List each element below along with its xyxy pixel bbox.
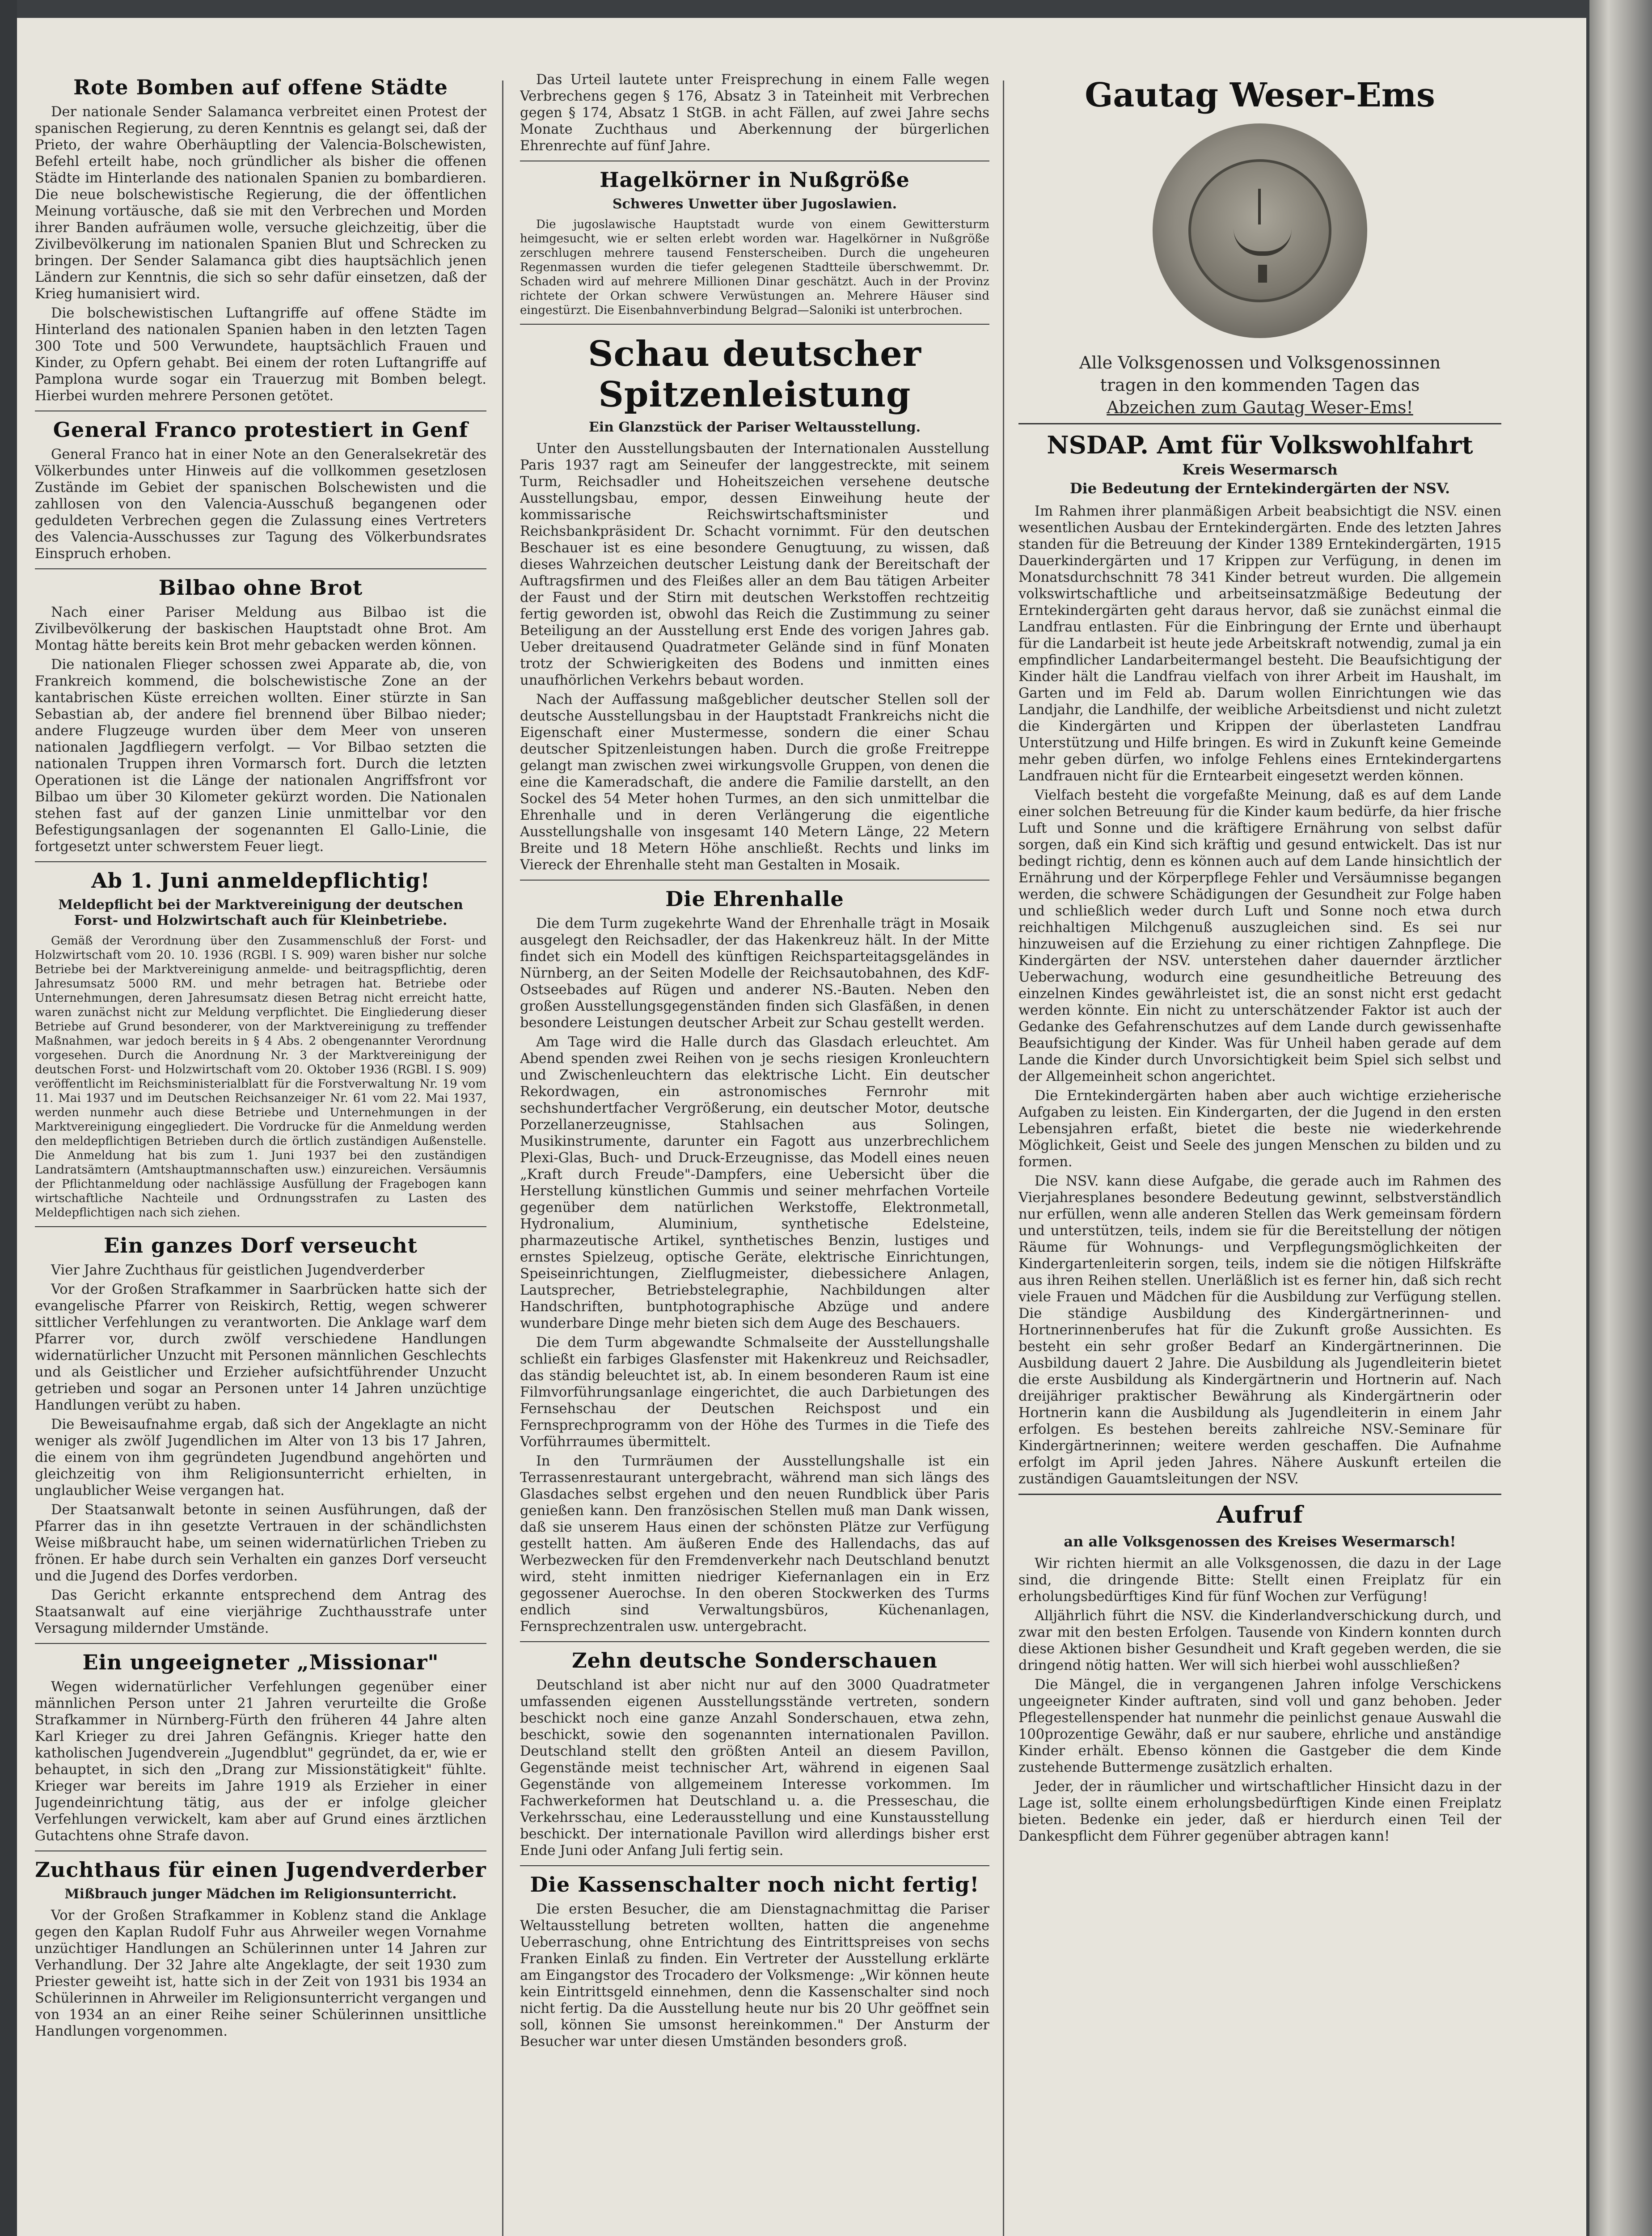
column-divider	[1003, 80, 1004, 2236]
paragraph: Nach einer Pariser Meldung aus Bilbao ist die Zivilbevölkerung der baskischen Hauptstadt ohne Brot. Am Montag hätte bereits kein Brot mehr gebacken werden können.	[35, 605, 486, 653]
column-left	[35, 72, 486, 2236]
paragraph: Die bolschewistischen Luftangriffe auf offene Städte im Hinterland des nationalen Spanien haben in den letzten Tagen 300 Tote und 500 Verwundete, hauptsächlich Frauen und Kinder, zu Opfern gehabt. Bei einem der roten Luftangriffe auf Pamplona wurde sogar ein Trauerzug mit Bomben belegt. Hierbei wurden mehrere Personen getötet.	[35, 305, 486, 404]
article-headline: General Franco protestiert in Genf	[53, 418, 469, 442]
paragraph: Wir richten hiermit an alle Volksgenossen, die dazu in der Lage sind, die dringende Bitte: Stellt einen Freiplatz für ein erholungsbedürftiges Kind für fünf Wochen zur Verfügung!	[1018, 1556, 1501, 1605]
paragraph: General Franco hat in einer Note an den Generalsekretär des Völkerbundes unter Hinweis auf die vollkommen gesetzlosen Zustände im Gebiet der spanischen Bolschewisten und die zahllosen von den Valencia-Ausschuß begangenen oder geduldeten Verbrechen gegen die Zulassung eines Vertreters des Valencia-Ausschusses zur Tagung des Völkerbundsrates Einspruch erhoben.	[35, 447, 486, 562]
paragraph: Alljährlich führt die NSV. die Kinderlandverschickung durch, und zwar mit den besten Erfolgen. Tausende von Kindern konnten durch diese Aktionen bisher Gesundheit und Kraft gegeben werden, die sie dringend nötig hatten. Wer will sich hierbei wohl ausschließen?	[1018, 1608, 1501, 1673]
article-rule	[520, 1641, 989, 1642]
paragraph: Gemäß der Verordnung über den Zusammenschluß der Forst- und Holzwirtschaft vom 20. 10. 1936 (RGBl. I S. 909) waren bisher nur solche Betriebe bei der Marktvereinigung anmelde- und beitragspflichtig, deren Jahresumsatz 5000 RM. und mehr betragen hat. Betriebe oder Unternehmungen, deren Jahresumsatz diesen Betrag nicht erreicht hatte, waren zunächst nicht zur Meldung verpflichtet. Die Eingliederung dieser Betriebe auf Grund besonderer, von der Marktvereinigung zu treffender Maßnahmen, war jedoch bereits in § 4 Abs. 2 obengenannter Verordnung vorgesehen. Durch die Anordnung Nr. 3 der Marktvereinigung der deutschen Forst- und Holzwirtschaft vom 20. Oktober 1936 (RGBl. I S. 909) veröffentlicht im Reichsministerialblatt für die Forstverwaltung Nr. 19 vom 11. Mai 1937 und im Deutschen Reichsanzeiger Nr. 61 vom 22. Mai 1937, werden nunmehr auch diese Betriebe und Unternehmungen in der Marktvereinigung eingegliedert. Die Vordrucke für die Anmeldung werden den meldepflichtigen Betrieben durch die örtlich zuständigen Außenstelle. Die Anmeldung hat bis zum 1. Juni 1937 bei den zuständigen Landratsämtern (Amtshauptmannschaften usw.) einzureichen. Versäumnis der Pflichtanmeldung oder nachlässige Ausfüllung der Fragebogen kann wirtschaftliche Nachteile und Ordnungsstrafen zu Lasten des Meldepflichtigen nach sich ziehen.	[35, 934, 486, 1220]
article-headline: Zuchthaus für einen Jugendverderber	[35, 1858, 486, 1882]
paragraph: Jeder, der in räumlicher und wirtschaftlicher Hinsicht dazu in der Lage ist, sollte einem erholungsbedürftigen Kinde einen Freiplatz bieten. Bedenke ein jeder, daß er hierdurch einen Teil der Dankespflicht dem Führer gegenüber abtragen kann!	[1018, 1779, 1501, 1844]
article-headline: Zehn deutsche Sonderschauen	[572, 1648, 938, 1673]
caption-line: Abzeichen zum Gautag Weser-Ems!	[1107, 398, 1413, 417]
badge-inner	[1188, 159, 1331, 302]
paragraph: Wegen widernatürlicher Verfehlungen gegenüber einer männlichen Person unter 21 Jahren verurteilte die Große Strafkammer in Nürnberg-Fürth den früheren 44 Jahre alten Karl Krieger zu drei Jahren Gefängnis. Krieger hatte den katholischen Jugendverein „Jugendblut" gegründet, da er, wie er behauptet, in sich den „Drang zur Missionstätigkeit" fühlte. Krieger war bereits im Jahre 1919 als Erzieher in einer Jugendeinrichtung tätig, aus der er infolge gleicher Verfehlungen verwickelt, kam aber auf Grund eines ärztlichen Gutachtens ohne Strafe davon.	[35, 1679, 486, 1844]
paragraph: Die Mängel, die in vergangenen Jahren infolge Verschickens ungeeigneter Kinder auftraten, sind voll und ganz behoben. Jeder Pflegestellenspender hat nunmehr die peinlichst genaue Auswahl die 100prozentige Gewähr, daß er nur saubere, ehrliche und anständige Kinder erhält. Ebenso können die Gastgeber die dem Kinde zustehende Buttermenge zusätzlich erhalten.	[1018, 1677, 1501, 1775]
paragraph: In den Turmräumen der Ausstellungshalle ist ein Terrassenrestaurant untergebracht, während man sich längs des Glasdaches selbst ergehen und den neuen Rundblick über Paris genießen kann. Den französischen Stellen muß man Dank wissen, daß sie unserem Haus einen der schönsten Plätze zur Verfügung gestellt hatten. Am äußeren Ende des Hallendachs, das auf Werbezwecken für den Fremdenverkehr nach Deutschland benutzt wird, steht inmitten niedriger Kiefernanlagen ein in Erz gegossener Auerochse. In den oberen Stockwerken des Turms endlich sind Verwaltungsbüros, Küchenanlagen, Fernsprechzentralen usw. untergebracht.	[520, 1453, 989, 1635]
nsv-title: NSDAP. Amt für Volkswohlfahrt	[1047, 431, 1473, 459]
article-subheadline: Meldepflicht bei der Marktvereinigung der deutschen Forst- und Holzwirtschaft auch für Kleinbetriebe.	[58, 897, 463, 928]
paragraph: Die Erntekindergärten haben aber auch wichtige erzieherische Aufgaben zu leisten. Ein Kindergarten, der die Jugend in den ersten Lebensjahren erfaßt, bietet die beste nie wiederkehrende Möglichkeit, Geist und Seele des jungen Menschen zu bilden und zu formen.	[1018, 1088, 1501, 1170]
paragraph: Deutschland ist aber nicht nur auf den 3000 Quadratmeter umfassenden eigenen Ausstellungsstände vertreten, sondern beschickt noch eine ganze Anzahl Sonderschauen, etwa zehn, beschickt, sowie den sogenannten internationalen Pavillon. Deutschland stellt den größten Anteil an diesem Pavillon, Gegenstände meist technischer Art, während in eigenen Saal Gegenstände von allgemeinem Interesse vorkommen. Im Fachwerkeformen hat Deutschland u. a. die Presseschau, die Verkehrsschau, eine Lederausstellung und eine Kunstausstellung beschickt. Der internationale Pavillon wird allerdings bisher erst Ende Juni oder Anfang Juli fertig sein.	[520, 1677, 989, 1859]
gautag-title: Gautag Weser-Ems	[1085, 76, 1435, 114]
column-divider	[502, 80, 503, 2236]
article-rule	[520, 880, 989, 881]
paragraph: Das Urteil lautete unter Freisprechung in einem Falle wegen Verbrechens gegen § 176, Absatz 3 in Tateinheit mit Verbrechen gegen § 174, Absatz 1 StGB. in acht Fällen, auf zwei Jahre sechs Monate Zuchthaus und Aberkennung der bürgerlichen Ehrenrechte auf fünf Jahre.	[520, 72, 989, 154]
article-headline: Schau deutscher Spitzenleistung	[588, 334, 921, 415]
paragraph: Die dem Turm zugekehrte Wand der Ehrenhalle trägt in Mosaik ausgelegt den Reichsadler, der das Hakenkreuz hält. In der Mitte findet sich ein Modell des künftigen Reichsparteitagsgeländes in Nürnberg, an der Seiten Modelle der Reichsautobahnen, des KdF-Ostseebades auf Rügen und anderer NS.-Bauten. Neben den großen Ausstellungsgegenständen finden sich Glasfäßen, in denen besondere Leistungen deutscher Arbeit zur Schau gestellt werden.	[520, 916, 989, 1031]
paragraph: Die dem Turm abgewandte Schmalseite der Ausstellungshalle schließt ein farbiges Glasfenster mit Hakenkreuz und Reichsadler, das ständig beleuchtet ist, ab. In einem besonderen Raum ist eine Filmvorführungsanlage eingerichtet, die auch Darbietungen des Fernsehschau der Deutschen Reichspost und ein Fernsprechprogramm von der Höhe des Turmes in die Tiefe des Vorführraumes übermittelt.	[520, 1335, 989, 1450]
caption-line: Alle Volksgenossen und Volksgenossinnen	[1079, 353, 1441, 373]
article-headline: Ein ungeeigneter „Missionar"	[82, 1650, 439, 1674]
emblem-icon	[1245, 260, 1280, 287]
section-rule	[1018, 1494, 1501, 1495]
appeal-title: Aufruf	[1216, 1501, 1304, 1529]
appeal-subtitle: an alle Volksgenossen des Kreises Wesermarsch!	[1064, 1533, 1456, 1550]
paragraph: Der Staatsanwalt betonte in seinen Ausführungen, daß der Pfarrer das in ihn gesetzte Vertrauen in der schändlichsten Weise mißbraucht habe, um seinen widernatürlichen Trieben zu frönen. Er habe durch sein Verhalten ein ganzes Dorf verseucht und die Jugend des Dorfes verdorben.	[35, 1502, 486, 1584]
column-middle	[520, 72, 989, 2236]
article-rule	[35, 1226, 486, 1227]
article-subheadline: Schweres Unwetter über Jugoslawien.	[612, 196, 897, 212]
gautag-badge-image	[1153, 123, 1367, 338]
paragraph: Vier Jahre Zuchthaus für geistlichen Jugendverderber	[51, 1262, 425, 1278]
article-subheadline: Mißbrauch junger Mädchen im Religionsunterricht.	[64, 1886, 457, 1902]
scan-left-edge	[0, 0, 17, 2236]
article-headline: Ab 1. Juni anmeldepflichtig!	[91, 868, 430, 893]
article-headline: Rote Bomben auf offene Städte	[73, 75, 448, 99]
paragraph: Die nationalen Flieger schossen zwei Apparate ab, die, von Frankreich kommend, die bolschewistische Zone an der kantabrischen Küste erreichen wollten. Einer stürzte in San Sebastian ab, der andere fiel brennend über Bilbao nieder; andere Flugzeuge wurden über dem Meer von unseren nationalen Jagdfliegern verfolgt. — Vor Bilbao setzten die nationalen Truppen ihren Vormarsch fort. Durch die letzten Operationen ist die Länge der nationalen Angriffsfront vor Bilbao um über 30 Kilometer gekürzt worden. Die Nationalen stehen fast auf der ganzen Linie unmittelbar vor den Befestigungsanlagen der sogenannten El Gallo-Linie, die fortgesetzt unter schwerstem Feuer liegt.	[35, 657, 486, 855]
nsv-district: Kreis Wesermarsch	[1182, 461, 1338, 478]
paragraph: Die Beweisaufnahme ergab, daß sich der Angeklagte an nicht weniger als zwölf Jugendlichen im Alter von 13 bis 17 Jahren, die einem von ihm gegründeten Jugendbund angehörten und gleichzeitig von ihm Religionsunterricht erhielten, in unglaublicher Weise vergangen hat.	[35, 1417, 486, 1499]
paragraph: Vor der Großen Strafkammer in Saarbrücken hatte sich der evangelische Pfarrer von Reiskirch, Rettig, wegen schwerer sittlicher Verfehlungen zu verantworten. Die Anklage warf dem Pfarrer vor, durch zwölf verschiedene Handlungen widernatürlicher Unzucht mit Personen männlichen Geschlechts und als Geistlicher und Erzieher aufsichtführender Unzucht getrieben und sogar an Personen unter 14 Jahren unzüchtige Handlungen verübt zu haben.	[35, 1282, 486, 1413]
paragraph: Im Rahmen ihrer planmäßigen Arbeit beabsichtigt die NSV. einen wesentlichen Ausbau der Erntekindergärten. Ende des letzten Jahres standen für die Betreuung der Kinder 1389 Erntekindergärten, 1915 Dauerkindergärten und 17 Krippen zur Verfügung, in denen im Monatsdurchschnitt 78 341 Kinder betreut wurden. Die allgemein volkswirtschaftliche und arbeitseinsatzmäßige Bedeutung der Erntekindergärten geht daraus hervor, daß sie zunächst einmal die Landfrau entlasten. Für die Einbringung der Ernte und überhaupt für die Landarbeit ist heute jede Arbeitskraft notwendig, zumal ja ein empfindlicher Landarbeitermangel besteht. Die Beaufsichtigung der Kinder hält die Landfrau vielfach von ihrer Arbeit im Haushalt, im Garten und im Feld ab. Darum wollen Einrichtungen wie das Landjahr, die Landhilfe, der weibliche Arbeitsdienst und nicht zuletzt die Kindergärten und Krippen der überlasteten Landfrau Unterstützung und Hilfe bringen. Es wird in Zukunft keine Gemeinde mehr geben dürfen, wo infolge Fehlens eines Erntekindergartens Landfrauen nicht für die Erntearbeit eingesetzt werden können.	[1018, 504, 1501, 784]
article-headline: Bilbao ohne Brot	[158, 576, 363, 600]
paragraph: Nach der Auffassung maßgeblicher deutscher Stellen soll der deutsche Ausstellungsbau in der Hauptstadt Frankreichs nicht die Eigenschaft einer Mustermesse, sondern die einer Schau deutscher Spitzenleistungen haben. Durch die große Freitreppe gelangt man zwischen zwei wirkungsvolle Gruppen, von denen die eine die Kameradschaft, die andere die Familie darstellt, an den Sockel des 54 Meter hohen Turmes, an den sich unmittelbar die Ehrenhalle und in deren Verlängerung die eigentliche Ausstellungshalle von insgesamt 140 Metern Länge, 22 Metern Breite und 18 Metern Höhe anschließt. Rechts und links im Viereck der Ehrenhalle steht man Gestalten in Mosaik.	[520, 692, 989, 873]
paragraph: Der nationale Sender Salamanca verbreitet einen Protest der spanischen Regierung, zu deren Kenntnis es gelangt sei, daß der Prieto, der wahre Oberhäuptling der Valencia-Bolschewisten, Befehl erteilt habe, noch gründlicher als bisher die offenen Städte im Hinterlande des nationalen Spanien zu bombardieren. Die neue bolschewistische Regierung, die der öffentlichen Meinung vortäusche, daß sie mit den Verbrechen und Morden ihrer Banden aufräumen wolle, versuche gleichzeitig, über die Zivilbevölkerung im nationalen Spanien Blut und Schrecken zu bringen. Der Sender Salamanca gibt dies hauptsächlich jenen Ländern zur Kenntnis, die sich so sehr dafür einsetzen, daß der Krieg humanisiert wird.	[35, 104, 486, 302]
article-rule	[35, 568, 486, 569]
nsv-subtitle: Die Bedeutung der Erntekindergärten der NSV.	[1069, 480, 1450, 497]
article-rule	[35, 861, 486, 862]
ship-icon	[1234, 216, 1292, 256]
paragraph: Vielfach besteht die vorgefaßte Meinung, daß es auf dem Lande einer solchen Betreuung für die Kinder kaum bedürfe, da hier frische Luft und Sonne und die kräftigere Ernährung von selbst dafür sorgen, daß ein Kind sich kräftig und gesund entwickelt. Das ist nur bedingt richtig, denn es können auch auf dem Lande hinsichtlich der Ernährung und der Körperpflege Fehler und Versäumnisse begangen werden, die schwere Schädigungen der Gesundheit zur Folge haben und schließlich weder durch Luft und Sonne noch etwa durch reichhaltigen Milchgenuß auszugleichen sind. Es sei nur hinzuweisen auf die Erziehung zu einer richtigen Zahnpflege. Die Kindergärten der NSV. unterstehen daher dauernder ärztlicher Ueberwachung, wodurch eine gesundheitliche Betreuung des einzelnen Kindes gewährleistet ist, die an sonst nicht erst gedacht werden könnte. Ein nicht zu unterschätzender Faktor ist auch der Gedanke des Gefahrenschutzes auf dem Lande durch gewissenhafte Beaufsichtigung der Kinder. Was für Unheil haben gerade auf dem Lande die Kinder durch Unvorsichtigkeit beim Spiel sich selbst und der Allgemeinheit schon angerichtet.	[1018, 788, 1501, 1084]
paragraph: Die jugoslawische Hauptstadt wurde von einem Gewittersturm heimgesucht, wie er selten erlebt worden war. Hagelkörner in Nußgröße zerschlugen mehrere tausend Fensterscheiben. Durch die ungeheuren Regenmassen wurden die tiefer gelegenen Stadtteile überschwemmt. Dr. Schaden wird auf mehrere Millionen Dinar geschätzt. Auch in der Provinz richtete der Orkan schwere Verwüstungen an. Mehrere Häuser sind eingestürzt. Die Eisenbahnverbindung Belgrad—Saloniki ist unterbrochen.	[520, 218, 989, 317]
article-rule	[520, 1865, 989, 1866]
caption-line: tragen in den kommenden Tagen das	[1100, 375, 1420, 395]
scan-right-edge	[1589, 0, 1652, 2236]
article-rule	[520, 324, 989, 325]
article-headline: Hagelkörner in Nußgröße	[600, 168, 910, 192]
paragraph: Unter den Ausstellungsbauten der Internationalen Ausstellung Paris 1937 ragt am Seineufer der langgestreckte, mit seinem Turm, Reichsadler und Hoheitszeichen versehene deutsche Ausstellungsbau, empor, dessen Einweihung heute der kommissarische Reichswirtschaftsminister und Reichsbankpräsident Dr. Schacht vornimmt. Für den deutschen Beschauer ist es eine besondere Genugtuung, zu wissen, daß dieses Wahrzeichen deutscher Leistung dank der Bereitschaft der Auftragsfirmen und des Fleißes aller an dem Bau tätigen Arbeiter der Faust und der Stirn mit deutschen Werkstoffen rechtzeitig fertig geworden ist, obwohl das Reich die Zustimmung zu seiner Beteiligung an der Ausstellung erst Ende des vorigen Jahres gab. Ueber dreitausend Quadratmeter Gelände sind in fünf Monaten trotz der Schwierigkeiten des Bodens und inmitten eines unaufhörlichen Verkehrs bebaut worden.	[520, 441, 989, 688]
paragraph: Die NSV. kann diese Aufgabe, die gerade auch im Rahmen des Vierjahresplanes besondere Bedeutung gewinnt, selbstverständlich nur erfüllen, wenn alle anderen Stellen das Werk gemeinsam fördern und unterstützen, teils, indem sie für die Bereitstellung der nötigen Räume für Wohnungs- und Verpflegungsmöglichkeiten der Kindergartenleiterin sorgen, teils, indem sie die nötigen Hilfskräfte aus ihren Reihen stellen. Unerläßlich ist es ferner hin, daß sich recht viele Frauen und Mädchen für die Ausbildung zur Verfügung stellen. Die ständige Ausbildung des Kindergärtnerinnen- und Hortnerinnenberufes hat für die Zukunft große Aussichten. Es besteht ein sehr großer Bedarf an Kindergärtnerinnen. Die Ausbildung dauert 2 Jahre. Die Ausbildung als Jugendleiterin bietet die erste Ausbildung als Kindergärtnerin und Hortnerin auf. Nach dreijähriger praktischer Bewährung als Kindergärtnerin oder Hortnerin kann die Ausbildung als Jugendleiterin in einem Jahr erfolgen. Es bestehen bereits zahlreiche NSV.-Seminare für Kindergärtnerinnen; weitere werden geschaffen. Die Aufnahme erfolgt im April jeden Jahres. Nähere Auskunft erteilen die zuständigen Gauamtsleitungen der NSV.	[1018, 1173, 1501, 1487]
article-subheadline: Ein Glanzstück der Pariser Weltausstellung.	[588, 419, 921, 435]
paragraph: Die ersten Besucher, die am Dienstagnachmittag die Pariser Weltausstellung betreten wollten, hatten die angenehme Ueberraschung, ohne Entrichtung des Eintrittspreises von sechs Franken Einlaß zu finden. Ein Vertreter der Ausstellung erklärte am Eingangstor des Trocadero der Volksmenge: „Wir können heute kein Eintrittsgeld einnehmen, denn die Kassenschalter sind noch nicht fertig. Da die Ausstellung heute nur bis 20 Uhr geöffnet sein soll, können Sie umsonst hereinkommen." Der Ansturm der Besucher war unter diesen Umständen besonders groß.	[520, 1901, 989, 2050]
paragraph: Das Gericht erkannte entsprechend dem Antrag des Staatsanwalt auf eine vierjährige Zuchthausstrafe unter Versagung mildernder Umstände.	[35, 1588, 486, 1636]
newspaper-page	[17, 18, 1586, 2236]
article-headline: Die Kassenschalter noch nicht fertig!	[530, 1872, 980, 1897]
paragraph: Am Tage wird die Halle durch das Glasdach erleuchtet. Am Abend spenden zwei Reihen von je sechs riesigen Kronleuchtern und Zwischenleuchtern das elektrische Licht. Ein deutscher Rekordwagen, ein astronomisches Fernrohr mit sechshundertfacher Vergrößerung, ein deutscher Motor, deutsche Porzellanerzeugnisse, Stahlsachen aus Solingen, Musikinstrumente, darunter ein Fagott aus unzerbrechlichem Plexi-Glas, Buch- und Druck-Erzeugnisse, das Modell eines neuen „Kraft durch Freude"-Dampfers, eine Uebersicht über die Herstellung künstlichen Gummis und seiner mehrfachen Vorteile gegenüber dem natürlichen Werkstoffe, Elektronmetall, Hydronalium, Aluminium, synthetische Edelsteine, pharmazeutische Artikel, synthetisches Benzin, lustiges und ernstes Spielzeug, optische Geräte, elektrische Einrichtungen, Speiseinrichtungen, Zielflugmeister, diebessichere Anlagen, Lautsprecher, Betriebstelegraphie, Nachbildungen alter Handschriften, buntphotographische Abzüge und andere wunderbare Dinge mehr bieten sich dem Auge des Beschauers.	[520, 1034, 989, 1331]
article-headline: Die Ehrenhalle	[665, 887, 844, 911]
badge-caption	[1018, 351, 1501, 424]
article-headline: Ein ganzes Dorf verseucht	[104, 1233, 418, 1258]
paragraph: Vor der Großen Strafkammer in Koblenz stand die Anklage gegen den Kaplan Rudolf Fuhr aus Ahrweiler wegen Vornahme unzüchtiger Handlungen an Schülerinnen unter 14 Jahren zur Verhandlung. Der 32 Jahre alte Angeklagte, der seit 1930 zum Priester geweiht ist, hatte sich in der Zeit von 1931 bis 1934 an Schülerinnen in Ahrweiler im Religionsunterricht vergangen und von 1934 an an einer Reihe seiner Schülerinnen unsittliche Handlungen vorgenommen.	[35, 1908, 486, 2039]
column-right	[1018, 72, 1501, 2236]
article-rule	[35, 1643, 486, 1644]
